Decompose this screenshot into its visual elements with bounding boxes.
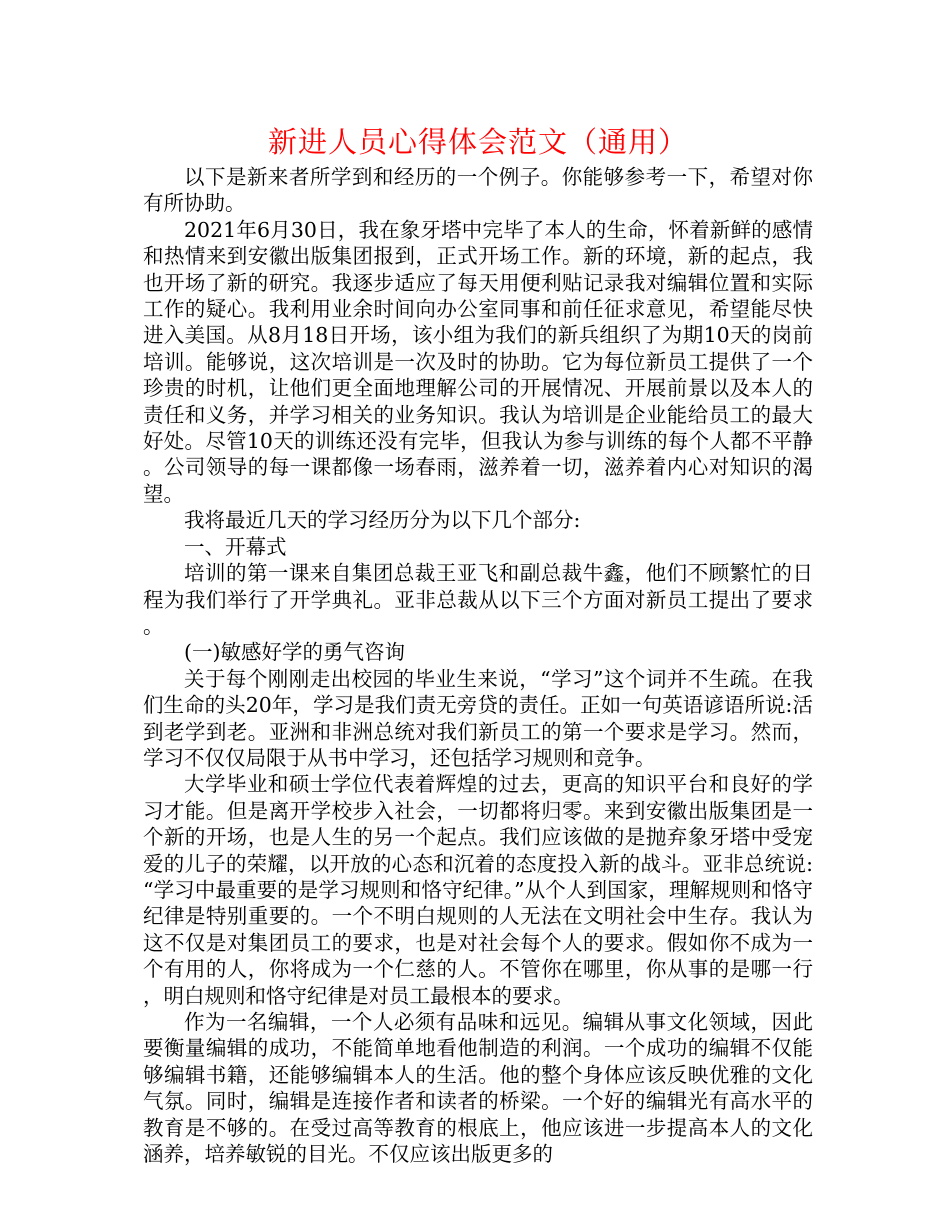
paragraph-editor: 作为一名编辑，一个人必须有品味和远见。编辑从事文化领域，因此要衡量编辑的成功，不能简单地看他制造的利润。一个成功的编辑不仅能够编辑书籍，还能够编辑本人的生活。他的整个身体应该反映优雅的文化气氛。同时，编辑是连接作者和读者的桥梁。一个好的编辑光有高水平的教育是不够的。在受过高等教育的根底上，他应该进一步提高本人的文化涵养，培养敏锐的目光。不仅应该出版更多的 bbox=[143, 1010, 813, 1167]
subsection-heading-learning: (一)敏感好学的勇气咨询 bbox=[184, 640, 405, 665]
paragraph-arrival: 2021年6月30日，我在象牙塔中完毕了本人的生命，怀着新鲜的感情和热情来到安徽出版集团报到，正式开场工作。新的环境，新的起点，我也开场了新的研究。我逐步适应了每天用便利贴记录我对编辑位置和实际工作的疑心。我利用业余时间向办公室同事和前任征求意见，希望能尽快进入美国。从8月18日开场，该小组为我们的新兵组织了为期10天的岗前培训。能够说，这次培训是一次及时的协助。它为每位新员工提供了一个珍贵的时机，让他们更全面地理解公司的开展情况、开展前景以及本人的责任和义务，并学习相关的业务知识。我认为培训是企业能给员工的最大好处。尽管10天的训练还没有完毕，但我认为参与训练的每个人都不平静。公司领导的每一课都像一场春雨，滋养着一切，滋养着内心对知识的渴望。 bbox=[143, 217, 813, 506]
paragraph-intro: 以下是新来者所学到和经历的一个例子。你能够参考一下，希望对你有所协助。 bbox=[143, 165, 813, 216]
section-heading-opening: 一、开幕式 bbox=[184, 534, 287, 559]
paragraph-opening-ceremony: 培训的第一课来自集团总裁王亚飞和副总裁牛鑫，他们不顾繁忙的日程为我们举行了开学典礼。亚非总裁从以下三个方面对新员工提出了要求。 bbox=[143, 561, 813, 638]
paragraph-rules: 大学毕业和硕士学位代表着辉煌的过去，更高的知识平台和良好的学习才能。但是离开学校步入社会，一切都将归零。来到安徽出版集团是一个新的开场，也是人生的另一个起点。我们应该做的是抛弃象牙塔中受宠爱的儿子的荣耀，以开放的心态和沉着的态度投入新的战斗。亚非总统说:“学习中最重要的是学习规则和恪守纪律。”从个人到国家，理解规则和恪守纪律是特别重要的。一个不明白规则的人无法在文明社会中生存。我认为这不仅是对集团员工的要求，也是对社会每个人的要求。假如你不成为一个有用的人，你将成为一个仁慈的人。不管你在哪里，你从事的是哪一行，明白规则和恪守纪律是对员工最根本的要求。 bbox=[143, 772, 813, 1008]
document-title: 新进人员心得体会范文（通用） bbox=[267, 125, 688, 159]
paragraph-outline: 我将最近几天的学习经历分为以下几个部分: bbox=[184, 508, 581, 533]
document-content bbox=[143, 120, 813, 1167]
document-body bbox=[143, 164, 813, 1167]
paragraph-learning: 关于每个刚刚走出校园的毕业生来说，“学习”这个词并不生疏。在我们生命的头20年，学习是我们责无旁贷的责任。正如一句英语谚语所说:活到老学到老。亚洲和非洲总统对我们新员工的第一个要求是学习。然而，学习不仅仅局限于从书中学习，还包括学习规则和竞争。 bbox=[143, 666, 813, 770]
